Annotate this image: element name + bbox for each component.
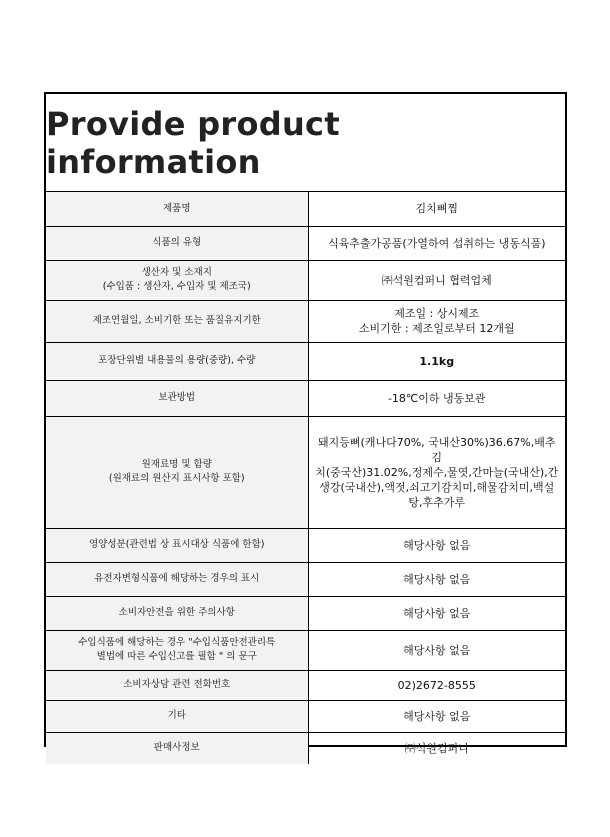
- row-label-line: 생산자 및 소재지: [141, 267, 212, 278]
- row-label-line: 포장단위별 내용물의 용량(중량), 수량: [98, 355, 256, 366]
- row-value: [308, 596, 565, 630]
- table-row: [46, 700, 565, 732]
- row-label-line: 제품명: [162, 202, 191, 214]
- row-label-line: 식품의 유형: [152, 237, 202, 248]
- row-value: [308, 300, 565, 342]
- table-row: [46, 630, 565, 670]
- row-value-line: 탕,후추가루: [408, 495, 466, 509]
- row-label-line: 원재료명 및 함량: [141, 459, 212, 470]
- product-info-sheet: [44, 92, 567, 755]
- row-value: [308, 260, 565, 300]
- row-value-line: 1.1kg: [419, 354, 455, 368]
- row-label-line: 보관방법: [158, 392, 196, 403]
- row-label: [46, 562, 308, 596]
- row-value: [308, 342, 565, 380]
- row-label: [46, 226, 308, 260]
- table-row: [46, 596, 565, 630]
- row-value-line: 해당사항 없음: [403, 709, 471, 723]
- row-label-line: 제조연월일, 소비기한 또는 품질유지기한: [92, 315, 261, 326]
- product-info-table: [46, 192, 565, 764]
- row-value-line: 해당사항 없음: [403, 643, 471, 657]
- table-row: [46, 380, 565, 416]
- row-value: [308, 630, 565, 670]
- row-value-line: 해당사항 없음: [403, 538, 471, 552]
- row-value: [308, 380, 565, 416]
- row-label-line: 기타: [167, 710, 186, 721]
- table-row: [46, 260, 565, 300]
- row-value-line: 소비기한 : 제조일로부터 12개월: [358, 322, 515, 335]
- row-value-line: -18℃이하 냉동보관: [387, 391, 486, 405]
- row-label: [46, 596, 308, 630]
- page-title: Provide product information: [46, 104, 340, 181]
- table-row: [46, 416, 565, 528]
- table-row: [46, 300, 565, 342]
- row-value: [308, 528, 565, 562]
- row-label-line: 유전자변형식품에 해당하는 경우의 표시: [94, 573, 260, 584]
- row-label-line: 소비자상담 관련 전화번호: [123, 679, 231, 690]
- row-value-line: 02)2672-8555: [397, 678, 476, 692]
- row-label-line: 영양성분(관련법 상 표시대상 식품에 한함): [88, 539, 265, 550]
- table-row: [46, 670, 565, 700]
- row-label: [46, 528, 308, 562]
- row-label-line: (수입품 : 생산자, 수입자 및 제조국): [102, 281, 251, 292]
- row-value: [308, 562, 565, 596]
- row-value-line: 김치뼈찜: [415, 202, 458, 216]
- table-row: [46, 562, 565, 596]
- row-label: [46, 630, 308, 670]
- row-value-line: 식육추출가공품(가열하여 섭취하는 냉동식품): [328, 236, 546, 250]
- table-row: [46, 342, 565, 380]
- row-value-line: 해당사항 없음: [403, 606, 471, 620]
- row-label: [46, 260, 308, 300]
- row-label-line: 소비자안전을 위한 주의사항: [118, 607, 235, 618]
- table-row: [46, 192, 565, 226]
- row-label-line: (원재료의 원산지 표시사항 포함): [108, 473, 245, 484]
- row-label-line: 판매사정보: [153, 742, 200, 754]
- row-value: [308, 192, 565, 226]
- row-value: [308, 732, 565, 764]
- row-label: [46, 342, 308, 380]
- row-label-line: 별법에 따른 수입신고를 필함 " 의 문구: [96, 651, 257, 662]
- table-row: [46, 528, 565, 562]
- row-value-line: 생강(국내산),액젓,쇠고기감치미,해물감치미,백설: [319, 480, 555, 494]
- table-row: [46, 226, 565, 260]
- row-label: [46, 732, 308, 764]
- row-value-line: 돼지등뼈(캐나다70%, 국내산30%)36.67%,배추김: [318, 435, 556, 464]
- row-value: [308, 670, 565, 700]
- row-label-line: 수입식품에 해당하는 경우 "수입식품안전관리특: [78, 637, 276, 648]
- row-value-line: ㈜석원컴퍼니 협력업체: [381, 273, 492, 287]
- row-value: [308, 416, 565, 528]
- table-row: [46, 732, 565, 764]
- row-label: [46, 192, 308, 226]
- row-label: [46, 380, 308, 416]
- row-value-line: ㈜석원컴퍼니: [404, 741, 469, 755]
- title-box: [46, 94, 565, 192]
- row-label: [46, 700, 308, 732]
- row-value-line: 치(중국산)31.02%,정제수,물엿,간마늘(국내산),간: [315, 465, 559, 479]
- row-value: [308, 700, 565, 732]
- row-label: [46, 670, 308, 700]
- row-label: [46, 416, 308, 528]
- row-label: [46, 300, 308, 342]
- row-value: [308, 226, 565, 260]
- row-value-line: 제조일 : 상시제조: [394, 307, 480, 320]
- row-value-line: 해당사항 없음: [403, 572, 471, 586]
